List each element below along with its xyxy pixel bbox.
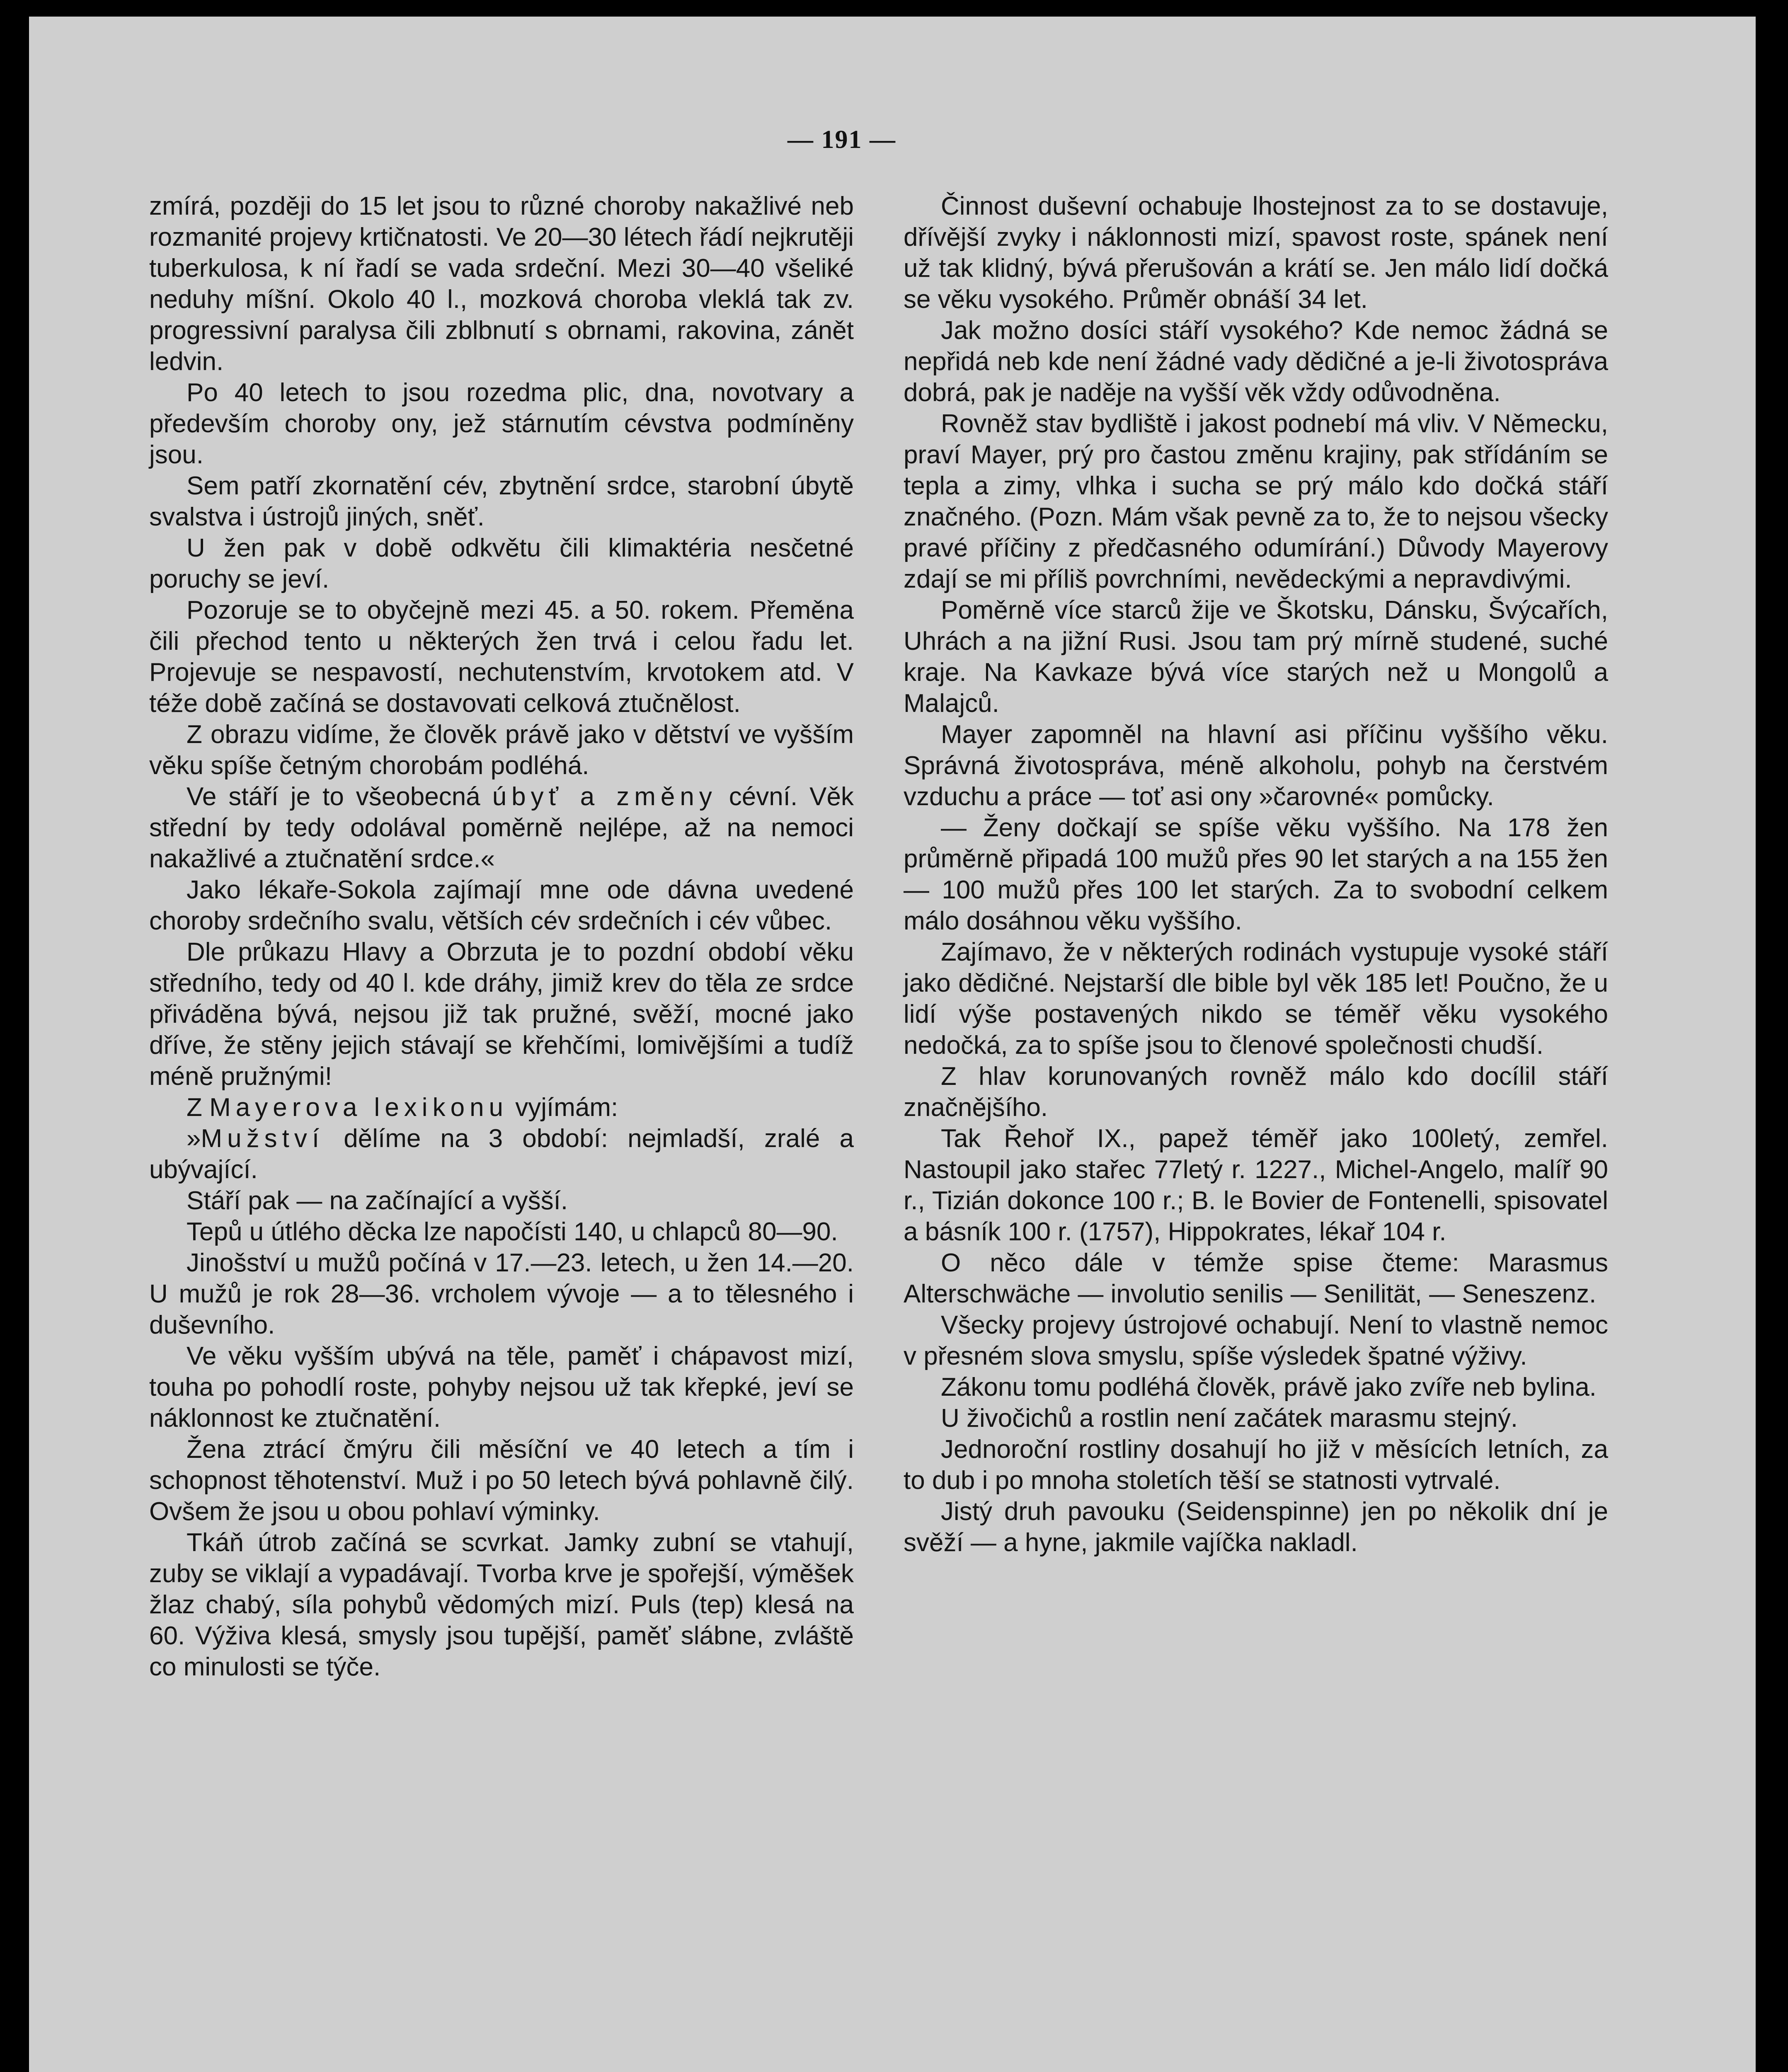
paragraph: Činnost duševní ochabuje lhostejnost za to se dostavuje, dřívější zvyky i náklonnosti mizí, spavost roste, spánek není už tak klidný, bývá přerušován a krátí se. Jen málo lidí dočká se věku vysokého. Průměr obnáší 34 let. bbox=[904, 192, 1608, 314]
document-page bbox=[29, 17, 1756, 2072]
paragraph: Zákonu tomu podléhá člověk, právě jako zvíře neb bylina. bbox=[941, 1373, 1597, 1402]
paragraph-text: » bbox=[187, 1124, 201, 1153]
paragraph-text: Ve stáří je to všeobecná bbox=[187, 782, 492, 811]
paragraph: Žena ztrácí čmýru čili měsíční ve 40 letech a tím i schopnost těhotenství. Muž i po 50 letech bývá pohlavně čilý. Ovšem že jsou u obou pohlaví výminky. bbox=[149, 1435, 854, 1526]
paragraph: Poměrně více starců žije ve Škotsku, Dánsku, Švýcařích, Uhrách a na jižní Rusi. Jsou tam prý mírně studené, suché kraje. Na Kavkaze bývá více starých než u Mongolů a Malajců. bbox=[904, 596, 1608, 718]
paragraph: U žen pak v době odkvětu čili klimaktéria nesčetné poruchy se jeví. bbox=[149, 534, 854, 593]
paragraph: Jak možno dosíci stáří vysokého? Kde nemoc žádná se nepřidá neb kde není žádné vady dědičné a je-li životospráva dobrá, pak je naděje na vyšší věk vždy odůvodněna. bbox=[904, 316, 1608, 407]
emphasized-text: Mužství bbox=[201, 1124, 325, 1153]
paragraph: Tak Řehoř IX., papež téměř jako 100letý, zemřel. Nastoupil jako stařec 77letý r. 1227., Michel-Angelo, malíř 90 r., Tizián dokonce 100 r.; B. le Bovier de Fontenelli, spisovatel a básník 100 r. (1757), Hippokrates, lékař 104 r. bbox=[904, 1124, 1608, 1246]
paragraph: Všecky projevy ústrojové ochabují. Není to vlastně nemoc v přesném slova smyslu, spíše výsledek špatné výživy. bbox=[904, 1311, 1608, 1370]
paragraph: Sem patří zkornatění cév, zbytnění srdce, starobní úbytě svalstva i ústrojů jiných, sněť. bbox=[149, 472, 854, 531]
paragraph-text: cévní. Věk střední by tedy odolával poměrně nejlépe, až na nemoci nakažlivé a ztučnatění srdce.« bbox=[149, 782, 854, 873]
paragraph: Jinošství u mužů počíná v 17.—23. letech, u žen 14.—20. U mužů je rok 28—36. vrcholem vývoje — a to tělesného i duševního. bbox=[149, 1249, 854, 1339]
page-number: — 191 — bbox=[787, 126, 896, 154]
paragraph: Tkáň útrob začíná se scvrkat. Jamky zubní se vtahují, zuby se viklají a vypadávají. Tvorba krve je spořejší, výměšek žlaz chabý, síla pohybů vědomých mizí. Puls (tep) klesá na 60. Výživa klesá, smysly jsou tupější, paměť slábne, zvláště co minulosti se týče. bbox=[149, 1528, 854, 1681]
paragraph bbox=[149, 1123, 854, 1185]
paragraph: Ve věku vyšším ubývá na těle, paměť i chápavost mizí, touha po pohodlí roste, pohyby nejsou už tak křepké, jeví se náklonnost ke ztučnatění. bbox=[149, 1342, 854, 1433]
paragraph: — Ženy dočkají se spíše věku vyššího. Na 178 žen průměrně připadá 100 mužů přes 90 let starých a na 155 žen — 100 mužů přes 100 let starých. Za to svobodní celkem málo dosáhnou věku vyššího. bbox=[904, 813, 1608, 935]
paragraph-text: vyjímám: bbox=[508, 1093, 618, 1122]
paragraph: Tepů u útlého děcka lze napočísti 140, u chlapců 80—90. bbox=[187, 1218, 838, 1246]
paragraph-text: Z bbox=[187, 1093, 210, 1122]
paragraph: Z obrazu vidíme, že člověk právě jako v dětství ve vyšším věku spíše četným chorobám podléhá. bbox=[149, 720, 854, 780]
right-column bbox=[904, 191, 1608, 1558]
paragraph-text: dělíme na 3 období: nejmladší, zralé a ubývající. bbox=[149, 1124, 854, 1184]
paragraph: Jako lékaře-Sokola zajímají mne ode dávna uvedené choroby srdečního svalu, větších cév srdečních i cév vůbec. bbox=[149, 876, 854, 935]
paragraph: Dle průkazu Hlavy a Obrzuta je to pozdní období věku středního, tedy od 40 l. kde dráhy, jimiž krev do těla ze srdce přiváděna bývá, nejsou již tak pružné, svěží, mocné jako dříve, že stěny jejich stávají se křehčími, lomivějšími a tudíž méně pružnými! bbox=[149, 938, 854, 1091]
paragraph: Pozoruje se to obyčejně mezi 45. a 50. rokem. Přeměna čili přechod tento u některých žen trvá i celou řadu let. Projevuje se nespavostí, nechutenstvím, krvotokem atd. V téže době začíná se dostavovati celková ztučnělost. bbox=[149, 596, 854, 718]
paragraph bbox=[149, 781, 854, 874]
paragraph bbox=[149, 1092, 854, 1123]
paragraph: Rovněž stav bydliště i jakost podnebí má vliv. V Německu, praví Mayer, prý pro častou změnu krajiny, pak střídáním se tepla a zimy, vlhka i sucha se prý málo kdo dočká stáří značného. (Pozn. Mám však pevně za to, že to nejsou všecky pravé příčiny z předčasného odumírání.) Důvody Mayerovy zdají se mi příliš povrchními, nevědeckými a nepravdivými. bbox=[904, 409, 1608, 593]
paragraph: Z hlav korunovaných rovněž málo kdo docílil stáří značnějšího. bbox=[904, 1062, 1608, 1122]
paragraph: Jednoroční rostliny dosahují ho již v měsících letních, za to dub i po mnoha stoletích těší se statnosti vytrvalé. bbox=[904, 1435, 1608, 1495]
paragraph: Jistý druh pavouku (Seidenspinne) jen po několik dní je svěží — a hyne, jakmile vajíčka nakladl. bbox=[904, 1497, 1608, 1557]
left-column bbox=[149, 191, 854, 1682]
paragraph: U živočichů a rostlin není začátek marasmu stejný. bbox=[941, 1404, 1518, 1433]
emphasized-text: Mayerova lexikonu bbox=[209, 1093, 509, 1122]
paragraph: zmírá, později do 15 let jsou to různé choroby nakažlivé neb rozmanité projevy krtičnatosti. Ve 20—30 létech řádí nejkrutěji tuberkulosa, k ní řadí se vada srdeční. Mezi 30—40 všeliké neduhy míšní. Okolo 40 l., mozková choroba vleklá tak zv. progressivní paralysa čili zblbnutí s obrnami, rakovina, zánět ledvin. bbox=[149, 192, 854, 376]
paragraph: Po 40 letech to jsou rozedma plic, dna, novotvary a především choroby ony, jež stárnutím cévstva podmíněny jsou. bbox=[149, 378, 854, 469]
paragraph: O něco dále v témže spise čteme: Marasmus Alterschwäche — involutio senilis — Senilität, — Seneszenz. bbox=[904, 1249, 1608, 1308]
paragraph: Stáří pak — na začínající a vyšší. bbox=[187, 1186, 568, 1215]
emphasized-text: úbyť a změny bbox=[492, 782, 717, 811]
paragraph: Zajímavo, že v některých rodinách vystupuje vysoké stáří jako dědičné. Nejstarší dle bible byl věk 185 let! Poučno, že u lidí výše postavených nikdo se téměř věku vysokého nedočká, za to spíše jsou to členové společnosti chudší. bbox=[904, 938, 1608, 1060]
paragraph: Mayer zapomněl na hlavní asi příčinu vyššího věku. Správná životospráva, méně alkoholu, pohyb na čerstvém vzduchu a práce — toť asi ony »čarovné« pomůcky. bbox=[904, 720, 1608, 811]
